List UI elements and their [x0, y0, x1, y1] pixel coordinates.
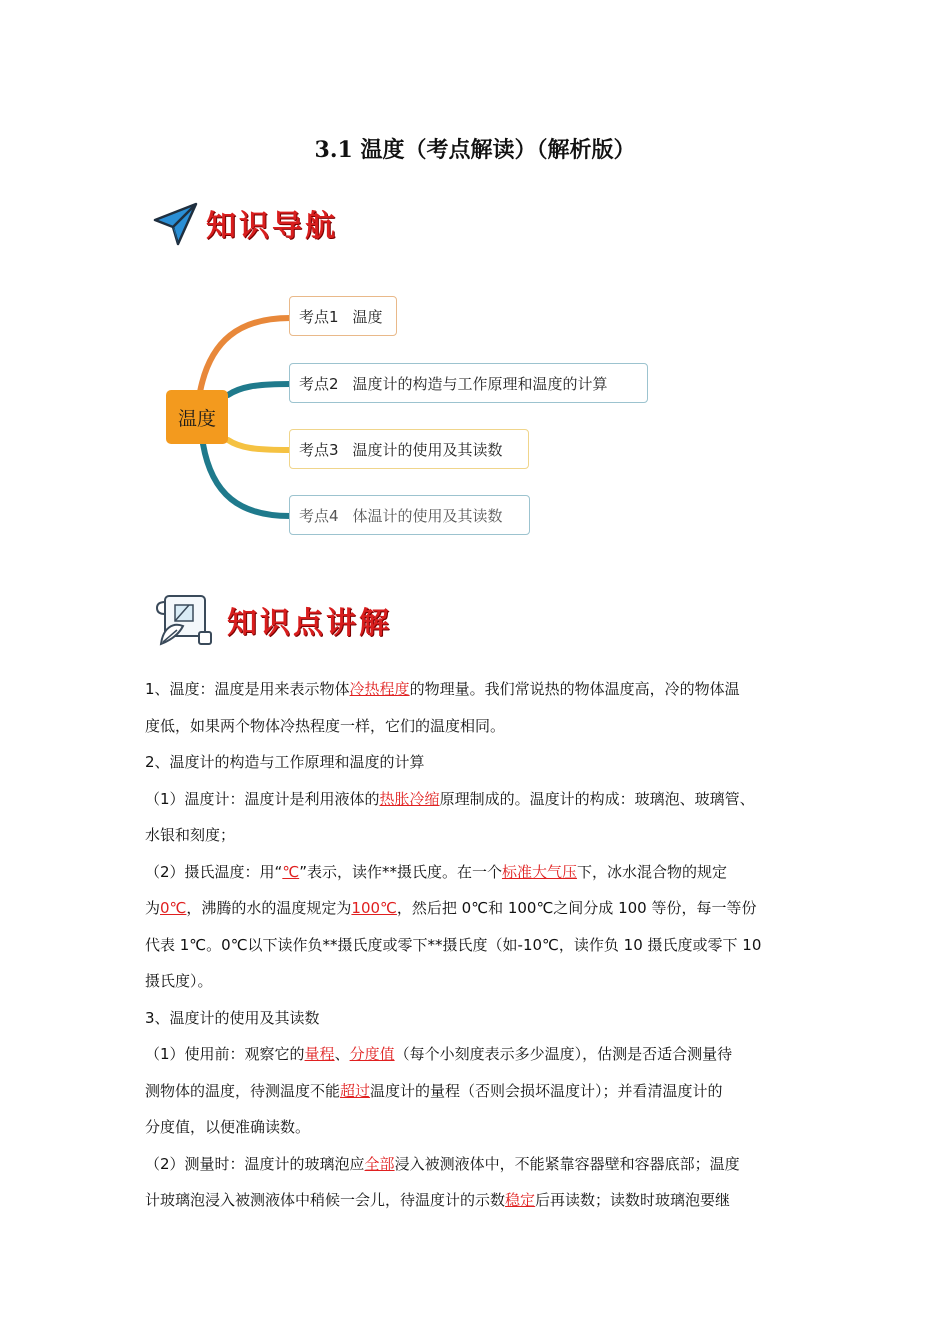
- highlight-term: 100℃: [351, 899, 397, 917]
- section-heading: 3、温度计的使用及其读数: [145, 1008, 320, 1027]
- text-run: 温度计的量程（否则会损坏温度计）；并看清温度计的: [370, 1081, 723, 1100]
- highlight-term: 分度值: [349, 1045, 395, 1063]
- knowledge-explain-title: 知识点讲解: [227, 606, 392, 641]
- text-run: 1、温度：温度是用来表示物体: [145, 680, 350, 698]
- paragraph-line: [145, 1036, 815, 1073]
- highlight-term: 热胀冷缩: [379, 789, 440, 808]
- text-run: 的物理量。我们常说热的物体温度高，冷的物体温: [409, 680, 740, 698]
- node-key: 考点4: [299, 506, 339, 525]
- paragraph-line: [145, 1073, 815, 1110]
- highlight-term: 冷热程度: [349, 680, 410, 698]
- mind-map: [0, 0, 950, 560]
- paragraph-line: [145, 854, 815, 891]
- highlight-term: 量程: [304, 1045, 335, 1063]
- paragraph-line: 水银和刻度；: [145, 826, 236, 844]
- text-run: 为: [145, 899, 161, 917]
- text-run: （每个小刻度表示多少温度），估测是否适合测量待: [394, 1045, 733, 1063]
- mind-map-center-node: 温度: [166, 390, 228, 444]
- text-run: ，然后把 0℃和 100℃之间分成 100 等份，每一等份: [396, 899, 757, 917]
- paragraph-line: [145, 671, 815, 708]
- highlight-term: 标准大气压: [501, 862, 577, 881]
- node-text: 体温计的使用及其读数: [352, 506, 503, 525]
- text-run: （2）摄氏温度：用“: [145, 862, 283, 881]
- knowledge-explain-banner: [155, 592, 392, 648]
- highlight-term: 全部: [364, 1154, 395, 1173]
- page-title: 3.1 温度（考点解读）（解析版）: [314, 137, 636, 163]
- paragraph-line: 代表 1℃。0℃以下读作负**摄氏度或零下**摄氏度（如-10℃，读作负 10 摄氏度或零下 10: [145, 935, 762, 954]
- text-run: 计玻璃泡浸入被测液体中稍候一会儿，待温度计的示数: [145, 1191, 506, 1209]
- paragraph-line: [145, 890, 815, 927]
- paragraph-line: [145, 1182, 815, 1219]
- highlight-term: 稳定: [505, 1191, 536, 1209]
- mind-map-node-4: [289, 495, 530, 535]
- paragraph-line: 摄氏度）。: [145, 972, 213, 990]
- node-key: 考点3: [299, 440, 339, 459]
- mind-map-branches: [0, 0, 950, 560]
- mind-map-node-2: [289, 363, 648, 403]
- node-text: 温度: [352, 307, 383, 326]
- paragraph-line: 度低，如果两个物体冷热程度一样，它们的温度相同。: [145, 716, 506, 735]
- text-run: 后再读数；读数时玻璃泡要继: [535, 1191, 731, 1209]
- text-run: ，沸腾的水的温度规定为: [186, 899, 352, 917]
- node-text: 温度计的构造与工作原理和温度的计算: [352, 374, 608, 393]
- text-run: 测物体的温度，待测温度不能: [145, 1081, 341, 1100]
- mind-map-node-3: [289, 429, 529, 469]
- scroll-quill-icon: [155, 592, 217, 648]
- highlight-term: ℃: [282, 862, 300, 881]
- paragraph-line: [145, 1146, 815, 1183]
- knowledge-nav-title: 知识导航: [206, 209, 338, 244]
- mind-map-node-1: [289, 296, 397, 336]
- node-key: 考点1: [299, 307, 339, 326]
- paragraph-line: 分度值，以便准确读数。: [145, 1118, 311, 1136]
- node-text: 温度计的使用及其读数: [352, 440, 503, 459]
- text-run: （2）测量时：温度计的玻璃泡应: [145, 1154, 365, 1173]
- text-run: 、: [334, 1045, 350, 1063]
- text-run: （1）使用前：观察它的: [145, 1045, 305, 1063]
- node-key: 考点2: [299, 374, 339, 393]
- section-heading: 2、温度计的构造与工作原理和温度的计算: [145, 753, 425, 771]
- paragraph-line: [145, 781, 815, 818]
- text-run: 浸入被测液体中，不能紧靠容器壁和容器底部；温度: [394, 1154, 740, 1173]
- text-run: 下，冰水混合物的规定: [576, 862, 727, 881]
- text-run: 原理制成的。温度计的构成：玻璃泡、玻璃管、: [439, 789, 755, 808]
- content-body: [145, 671, 815, 1219]
- text-run: （1）温度计：温度计是利用液体的: [145, 789, 380, 808]
- text-run: ”表示，读作**摄氏度。在一个: [299, 862, 502, 881]
- highlight-term: 0℃: [160, 899, 187, 917]
- highlight-term: 超过: [340, 1081, 371, 1100]
